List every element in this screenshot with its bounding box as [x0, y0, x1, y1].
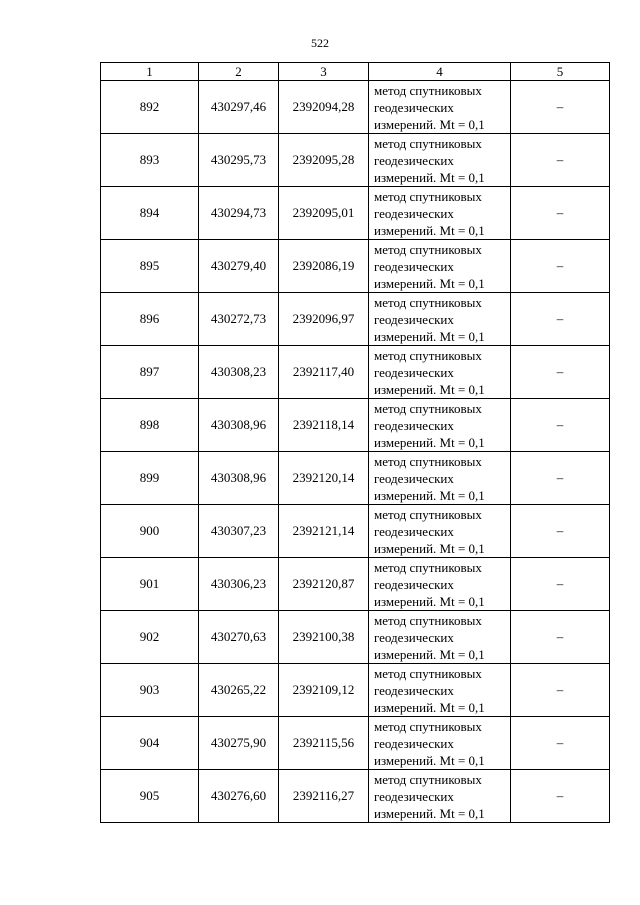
method-cell [369, 770, 511, 823]
coordinate-y-text: 2392120,87 [292, 576, 355, 591]
note-dash: – [556, 735, 564, 750]
point-number [101, 187, 199, 240]
coordinate-y [279, 558, 369, 611]
point-number-text: 905 [139, 788, 160, 803]
point-number-text: 901 [139, 576, 160, 591]
coordinate-y-text: 2392120,14 [292, 470, 355, 485]
point-number [101, 717, 199, 770]
coordinate-x-text: 430270,63 [210, 629, 267, 644]
point-number [101, 134, 199, 187]
coordinate-y [279, 611, 369, 664]
coordinate-x-text: 430279,40 [210, 258, 267, 273]
method-line-1: метод спутниковых [374, 241, 482, 257]
coordinate-y [279, 664, 369, 717]
method-cell [369, 505, 511, 558]
method-line-2: геодезических [374, 523, 454, 539]
method-line-3: измерений. Mt = 0,1 [374, 805, 485, 821]
method-line-3: измерений. Mt = 0,1 [374, 540, 485, 556]
method-line-2: геодезических [374, 205, 454, 221]
table-row [101, 134, 610, 187]
point-number [101, 240, 199, 293]
method-cell [369, 346, 511, 399]
coordinate-x-text: 430295,73 [210, 152, 267, 167]
coordinate-y-text: 2392096,97 [292, 311, 355, 326]
coordinate-y-text: 2392121,14 [292, 523, 355, 538]
coordinate-y [279, 240, 369, 293]
coordinate-x [199, 505, 279, 558]
method-line-3: измерений. Mt = 0,1 [374, 487, 485, 503]
coordinate-x [199, 240, 279, 293]
coordinate-x [199, 558, 279, 611]
method-cell [369, 717, 511, 770]
coordinate-x [199, 399, 279, 452]
coordinate-x [199, 717, 279, 770]
method-cell [369, 611, 511, 664]
coordinate-x [199, 664, 279, 717]
method-line-2: геодезических [374, 258, 454, 274]
coordinate-y-text: 2392116,27 [292, 788, 355, 803]
table-row [101, 81, 610, 134]
note-cell [511, 770, 610, 823]
note-dash: – [556, 788, 564, 803]
method-line-3: измерений. Mt = 0,1 [374, 699, 485, 715]
method-line-1: метод спутниковых [374, 665, 482, 681]
method-line-3: измерений. Mt = 0,1 [374, 752, 485, 768]
point-number [101, 452, 199, 505]
coordinate-x-text: 430276,60 [210, 788, 267, 803]
method-line-1: метод спутниковых [374, 135, 482, 151]
coordinate-y [279, 717, 369, 770]
coordinate-x-text: 430275,90 [210, 735, 267, 750]
table-row [101, 346, 610, 399]
point-number-text: 896 [139, 311, 160, 326]
table-header-row [101, 63, 610, 81]
method-line-3: измерений. Mt = 0,1 [374, 169, 485, 185]
note-cell [511, 240, 610, 293]
method-line-2: геодезических [374, 364, 454, 380]
point-number-text: 903 [139, 682, 160, 697]
method-line-1: метод спутниковых [374, 612, 482, 628]
coordinate-x [199, 611, 279, 664]
coordinate-x-text: 430294,73 [210, 205, 267, 220]
note-cell [511, 187, 610, 240]
point-number-text: 892 [139, 99, 160, 114]
coordinate-x-text: 430308,96 [210, 417, 267, 432]
point-number [101, 346, 199, 399]
point-number [101, 611, 199, 664]
method-line-3: измерений. Mt = 0,1 [374, 434, 485, 450]
note-cell [511, 293, 610, 346]
method-line-2: геодезических [374, 417, 454, 433]
note-cell [511, 664, 610, 717]
table-row [101, 240, 610, 293]
point-number-text: 898 [139, 417, 160, 432]
method-line-1: метод спутниковых [374, 718, 482, 734]
method-line-3: измерений. Mt = 0,1 [374, 328, 485, 344]
coordinate-y [279, 399, 369, 452]
point-number-text: 894 [139, 205, 160, 220]
coordinate-y-text: 2392100,38 [292, 629, 355, 644]
note-dash: – [556, 152, 564, 167]
note-dash: – [556, 682, 564, 697]
point-number [101, 558, 199, 611]
column-header-2: 2 [199, 63, 279, 81]
table-row [101, 399, 610, 452]
note-cell [511, 134, 610, 187]
method-cell [369, 293, 511, 346]
table-row [101, 770, 610, 823]
note-cell [511, 452, 610, 505]
method-line-2: геодезических [374, 311, 454, 327]
method-line-1: метод спутниковых [374, 506, 482, 522]
note-cell [511, 611, 610, 664]
method-line-1: метод спутниковых [374, 188, 482, 204]
method-cell [369, 81, 511, 134]
method-cell [369, 187, 511, 240]
point-number-text: 902 [139, 629, 160, 644]
coordinate-x [199, 452, 279, 505]
method-line-2: геодезических [374, 629, 454, 645]
note-dash: – [556, 364, 564, 379]
method-line-2: геодезических [374, 576, 454, 592]
column-header-5: 5 [511, 63, 610, 81]
coordinate-x-text: 430272,73 [210, 311, 267, 326]
coordinate-y [279, 346, 369, 399]
point-number [101, 770, 199, 823]
point-number-text: 899 [139, 470, 160, 485]
method-line-1: метод спутниковых [374, 453, 482, 469]
note-cell [511, 558, 610, 611]
point-number-text: 897 [139, 364, 160, 379]
note-cell [511, 81, 610, 134]
method-line-2: геодезических [374, 152, 454, 168]
method-line-1: метод спутниковых [374, 559, 482, 575]
coordinate-y [279, 81, 369, 134]
method-cell [369, 664, 511, 717]
table-row [101, 452, 610, 505]
coordinate-x [199, 134, 279, 187]
method-line-3: измерений. Mt = 0,1 [374, 381, 485, 397]
coordinate-x [199, 293, 279, 346]
method-line-2: геодезических [374, 470, 454, 486]
note-dash: – [556, 99, 564, 114]
note-cell [511, 399, 610, 452]
coordinate-x [199, 770, 279, 823]
point-number-text: 904 [139, 735, 160, 750]
method-line-3: измерений. Mt = 0,1 [374, 275, 485, 291]
coordinate-x-text: 430308,23 [210, 364, 267, 379]
coordinate-x-text: 430297,46 [210, 99, 267, 114]
point-number [101, 293, 199, 346]
note-dash: – [556, 576, 564, 591]
coordinate-y-text: 2392095,28 [292, 152, 355, 167]
table-row [101, 558, 610, 611]
page-number: 522 [311, 36, 329, 50]
method-line-3: измерений. Mt = 0,1 [374, 593, 485, 609]
method-line-3: измерений. Mt = 0,1 [374, 222, 485, 238]
table-row [101, 187, 610, 240]
coordinate-x-text: 430308,96 [210, 470, 267, 485]
point-number [101, 399, 199, 452]
method-cell [369, 134, 511, 187]
method-cell [369, 399, 511, 452]
method-cell [369, 452, 511, 505]
point-number-text: 900 [139, 523, 160, 538]
column-header-1: 1 [101, 63, 199, 81]
coordinate-y-text: 2392094,28 [292, 99, 355, 114]
note-cell [511, 505, 610, 558]
coordinate-y [279, 505, 369, 558]
coordinate-y [279, 452, 369, 505]
coordinate-y [279, 770, 369, 823]
point-number-text: 895 [139, 258, 160, 273]
column-header-3: 3 [279, 63, 369, 81]
coordinate-x-text: 430307,23 [210, 523, 267, 538]
coordinate-x [199, 346, 279, 399]
coordinate-y-text: 2392118,14 [292, 417, 355, 432]
coordinate-y [279, 134, 369, 187]
note-cell [511, 717, 610, 770]
coordinate-y [279, 187, 369, 240]
table-body [101, 63, 610, 823]
note-dash: – [556, 311, 564, 326]
note-cell [511, 346, 610, 399]
method-line-3: измерений. Mt = 0,1 [374, 646, 485, 662]
method-line-2: геодезических [374, 788, 454, 804]
point-number [101, 664, 199, 717]
method-line-2: геодезических [374, 735, 454, 751]
point-number-text: 893 [139, 152, 160, 167]
table-row [101, 664, 610, 717]
coordinate-y-text: 2392109,12 [292, 682, 355, 697]
method-cell [369, 240, 511, 293]
method-line-3: измерений. Mt = 0,1 [374, 116, 485, 132]
table-row [101, 611, 610, 664]
table-row [101, 293, 610, 346]
method-line-1: метод спутниковых [374, 400, 482, 416]
coordinate-x [199, 187, 279, 240]
method-line-2: геодезических [374, 99, 454, 115]
coordinate-x-text: 430306,23 [210, 576, 267, 591]
coordinate-x [199, 81, 279, 134]
column-header-4: 4 [369, 63, 511, 81]
note-dash: – [556, 629, 564, 644]
point-number [101, 505, 199, 558]
point-number [101, 81, 199, 134]
note-dash: – [556, 523, 564, 538]
coordinate-y-text: 2392086,19 [292, 258, 355, 273]
note-dash: – [556, 417, 564, 432]
note-dash: – [556, 470, 564, 485]
coordinate-y-text: 2392115,56 [292, 735, 355, 750]
table-row [101, 717, 610, 770]
method-cell [369, 558, 511, 611]
method-line-1: метод спутниковых [374, 771, 482, 787]
method-line-1: метод спутниковых [374, 82, 482, 98]
coordinate-y-text: 2392117,40 [292, 364, 355, 379]
method-line-1: метод спутниковых [374, 294, 482, 310]
table-row [101, 505, 610, 558]
coordinate-x-text: 430265,22 [210, 682, 267, 697]
coordinate-y-text: 2392095,01 [292, 205, 355, 220]
method-line-2: геодезических [374, 682, 454, 698]
coordinate-y [279, 293, 369, 346]
method-line-1: метод спутниковых [374, 347, 482, 363]
coordinates-table [100, 62, 610, 823]
note-dash: – [556, 258, 564, 273]
note-dash: – [556, 205, 564, 220]
